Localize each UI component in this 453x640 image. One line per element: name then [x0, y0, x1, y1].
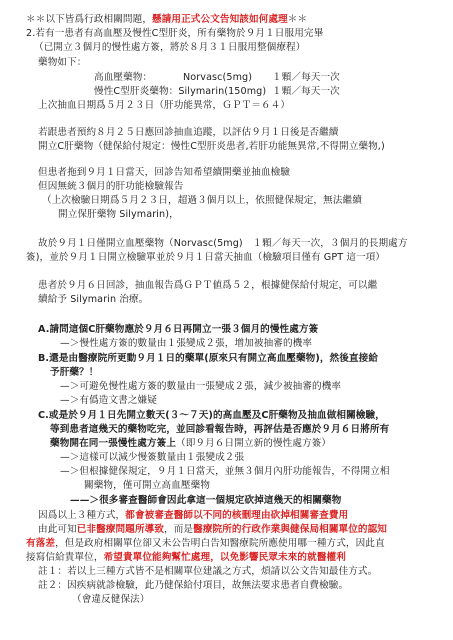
paragraph-4-line-1: 故於９月１日僅開立血壓藥物（Norvasc(5mg) １顆／每天一次，３個月的長期處方: [38, 238, 408, 249]
conclusion-line-2: [26, 538, 385, 550]
header-highlight: 懸請用正式公文告知該如何處理: [152, 14, 288, 25]
conclusion-1b: 已非醫療問題所導致: [76, 524, 165, 535]
option-b-line-3: —＞可避免慢性處方簽的數量由一張變成２張，減少被抽審的機率: [60, 381, 342, 392]
option-b-line-1: B.還是由醫療院所更動９月１日的藥單(原來只有開立高血壓藥物)，然後直接給: [38, 353, 379, 364]
option-a-line-1: A.請問這個C肝藥物應於９月６日再開立一張３個月的慢性處方簽: [38, 324, 319, 335]
paragraph-3-line-1: 但患者拖到９月１日當天，回診告知希望續開藥並抽血檢驗: [38, 167, 291, 178]
drug-1-name: 高血壓藥物：: [94, 72, 153, 83]
option-b-line-2: 予肝藥？！: [50, 367, 99, 378]
reason-line: [38, 510, 348, 522]
conclusion-1d: 醫療院所的行政作業與健保局相關單位的認知: [193, 524, 387, 535]
note-2-continuation: （會違反健保法）: [72, 594, 150, 605]
option-c-line-2: 等到患者這幾天的藥物吃完，並回診看報告時，再評估是否應於９月６日將所有: [50, 424, 390, 435]
conclusion-2b: ，但是政府相關單位卻又未公告明白告知醫療院所應使用哪一種方式，因此直: [55, 538, 385, 549]
note-2: 註２：因疾病就診檢驗，此乃健保給付項目，故無法要求患者自費檢驗。: [38, 580, 349, 591]
conclusion-line-3: [26, 552, 346, 564]
option-c-line-1: C.或是於９月１日先開立數天(３～７天)的高血壓及C肝藥物及抽血做相關檢驗，: [38, 410, 385, 421]
paragraph-3-line-4: 開立保肝藥物 Silymarin)，: [58, 209, 179, 220]
option-b-line-4: —＞有僞造文書之嫌疑: [60, 395, 157, 406]
drug-1-dose: １顆／每天一次: [272, 72, 340, 83]
conclusion-2a: 有落差: [26, 538, 56, 549]
option-c-line-7: ——＞很多審查醫師會因此拿這一個規定砍掉這幾天的相關藥物: [70, 495, 342, 506]
paragraph-4-line-2: 簽)，並於９月１日開立檢驗單並於９月１日當天抽血（檢驗項目僅有 GPT 這一項）: [26, 252, 386, 263]
option-c-line-6: 關藥物，僅可開立高血壓藥物: [84, 480, 211, 491]
paragraph-3-line-3: （上次檢驗日期爲５月２３日，超過３個月以上，依照健保規定，無法繼續: [42, 195, 362, 206]
last-blood-test: 上次抽血日期爲５月２３日（肝功能異常，ＧＰＴ＝６４）: [38, 100, 291, 111]
header-prefix: ＊＊以下皆爲行政相關問題，: [26, 14, 153, 25]
conclusion-1a: 由此可知: [38, 524, 77, 535]
paragraph-5-line-1: 患者於９月６日回診，抽血報告爲ＧＰＴ値爲５２，根據健保給付規定，可以繼: [38, 280, 378, 291]
reason-highlight: 都會被審查醫師以不同的核刪理由砍掉相關審查費用: [125, 510, 349, 521]
conclusion-3a: 接寫信給貴單位，: [26, 552, 104, 563]
question-2-title: 2.若有一患者有高血壓及慢性C型肝炎，所有藥物於９月１日服用完畢: [26, 28, 324, 39]
paragraph-3-line-2: 但因無統３個月的肝功能檢驗報告: [38, 181, 184, 192]
conclusion-1c: ，而是: [164, 524, 194, 535]
header-line: [26, 14, 307, 26]
paragraph-2-line-1: 若跟患者預約８月２５日應回診抽血追蹤，以評估９月１日後是否繼續: [38, 127, 339, 138]
note-1: 註１：若以上三種方式皆不是相關單位建議之方式，煩請以公文告知最佳方式。: [38, 566, 378, 577]
option-c-line-3-rest: （即９月６日開立新的慢性處方簽）: [176, 438, 332, 449]
drug-2-name: 慢性C型肝炎藥物：Silymarin(150mg): [94, 86, 267, 97]
drug-2-dose: １顆／每天一次: [272, 86, 340, 97]
question-2-note: （已開立３個月的慢性處方簽，將於８月３１日服用整個療程）: [34, 42, 306, 53]
paragraph-2-line-2: 開立C肝藥物（健保給付規定：慢性C型肝炎患者,若肝功能無異常,不得開立藥物,): [38, 141, 385, 152]
option-c-line-5: —＞但根據健保規定，９月１日當天，並無３個月內肝功能報告，不得開立相: [60, 466, 390, 477]
conclusion-line-1: [38, 524, 387, 536]
option-c-line-3-bold: 藥物開在同一張慢性處方簽上: [50, 438, 177, 449]
paragraph-5-line-2: 續給予 Silymarin 治療。: [38, 294, 149, 305]
reason-prefix: 因爲以上３種方式，: [38, 510, 126, 521]
header-suffix: ＊＊: [287, 14, 308, 25]
option-c-line-4: —＞這樣可以減少慢簽數量由１張變成２張: [60, 452, 245, 463]
conclusion-3b: 希望貴單位能夠幫忙處理，以免影響民眾未來的就醫權利: [103, 552, 346, 563]
option-a-line-2: —＞慢性處方簽的數量由１張變成２張，增加被抽審的機率: [60, 338, 313, 349]
drugs-label: 藥物如下：: [38, 57, 87, 68]
drug-1-brand: Norvasc(5mg): [183, 72, 253, 83]
option-c-line-3: [50, 438, 331, 450]
